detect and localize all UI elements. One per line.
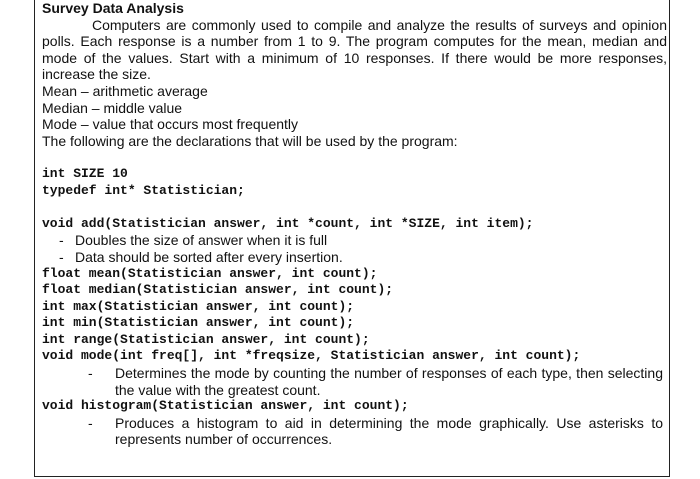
code-range-function: int range(Statistician answer, int count);: [42, 331, 370, 347]
code-mode-function: void mode(int freq[], int *freqsize, Statistician answer, int count);: [42, 348, 581, 364]
definition-mean: Mean – arithmetic average: [42, 82, 208, 99]
mode-note-item: [42, 365, 667, 398]
definition-mode: Mode – value that occurs most frequently: [42, 116, 299, 133]
intro-paragraph: Computers are commonly used to compile and analyze the results of surveys and opinion polls. Each response is a number from 1 to 9. The program computes for the mean, median and mode of the values. Start with a minimum of 10 responses. If there would be more responses, increase the size.: [42, 16, 667, 83]
code-typedef: typedef int* Statistician;: [42, 182, 245, 198]
histogram-note-text: Produces a histogram to aid in determining the mode graphically. Use asterisks to represents number of occurrences.: [115, 414, 663, 448]
histogram-note-item: [42, 415, 667, 448]
code-mean-function: float mean(Statistician answer, int count);: [42, 265, 378, 281]
spacer: [42, 199, 667, 216]
bullet-dash: -: [88, 365, 93, 382]
add-note-text: Doubles the size of answer when it is full: [75, 232, 328, 249]
code-max-function: int max(Statistician answer, int count);: [42, 298, 355, 314]
add-note-item: [42, 232, 667, 249]
bullet-dash: -: [59, 248, 64, 265]
page-title: Survey Data Analysis: [42, 0, 184, 16]
code-median-function: float median(Statistician answer, int count);: [42, 282, 394, 298]
definition-median: Median – middle value: [42, 99, 183, 116]
code-add-function: void add(Statistician answer, int *count, int *SIZE, int item);: [42, 215, 534, 231]
mode-note-text: Determines the mode by counting the number of responses of each type, then selecting the value with the greatest count.: [115, 365, 663, 398]
declarations-intro: The following are the declarations that will be used by the program:: [42, 132, 458, 149]
bullet-dash: -: [88, 414, 93, 431]
add-note-item: [42, 249, 667, 266]
document-body: [42, 0, 667, 448]
spacer: [42, 149, 667, 166]
bullet-dash: -: [59, 232, 64, 249]
add-note-text: Data should be sorted after every insertion.: [75, 248, 343, 265]
code-size-decl: int SIZE 10: [42, 165, 128, 181]
code-min-function: int min(Statistician answer, int count);: [42, 315, 355, 331]
code-histogram-function: void histogram(Statistician answer, int count);: [42, 398, 409, 414]
